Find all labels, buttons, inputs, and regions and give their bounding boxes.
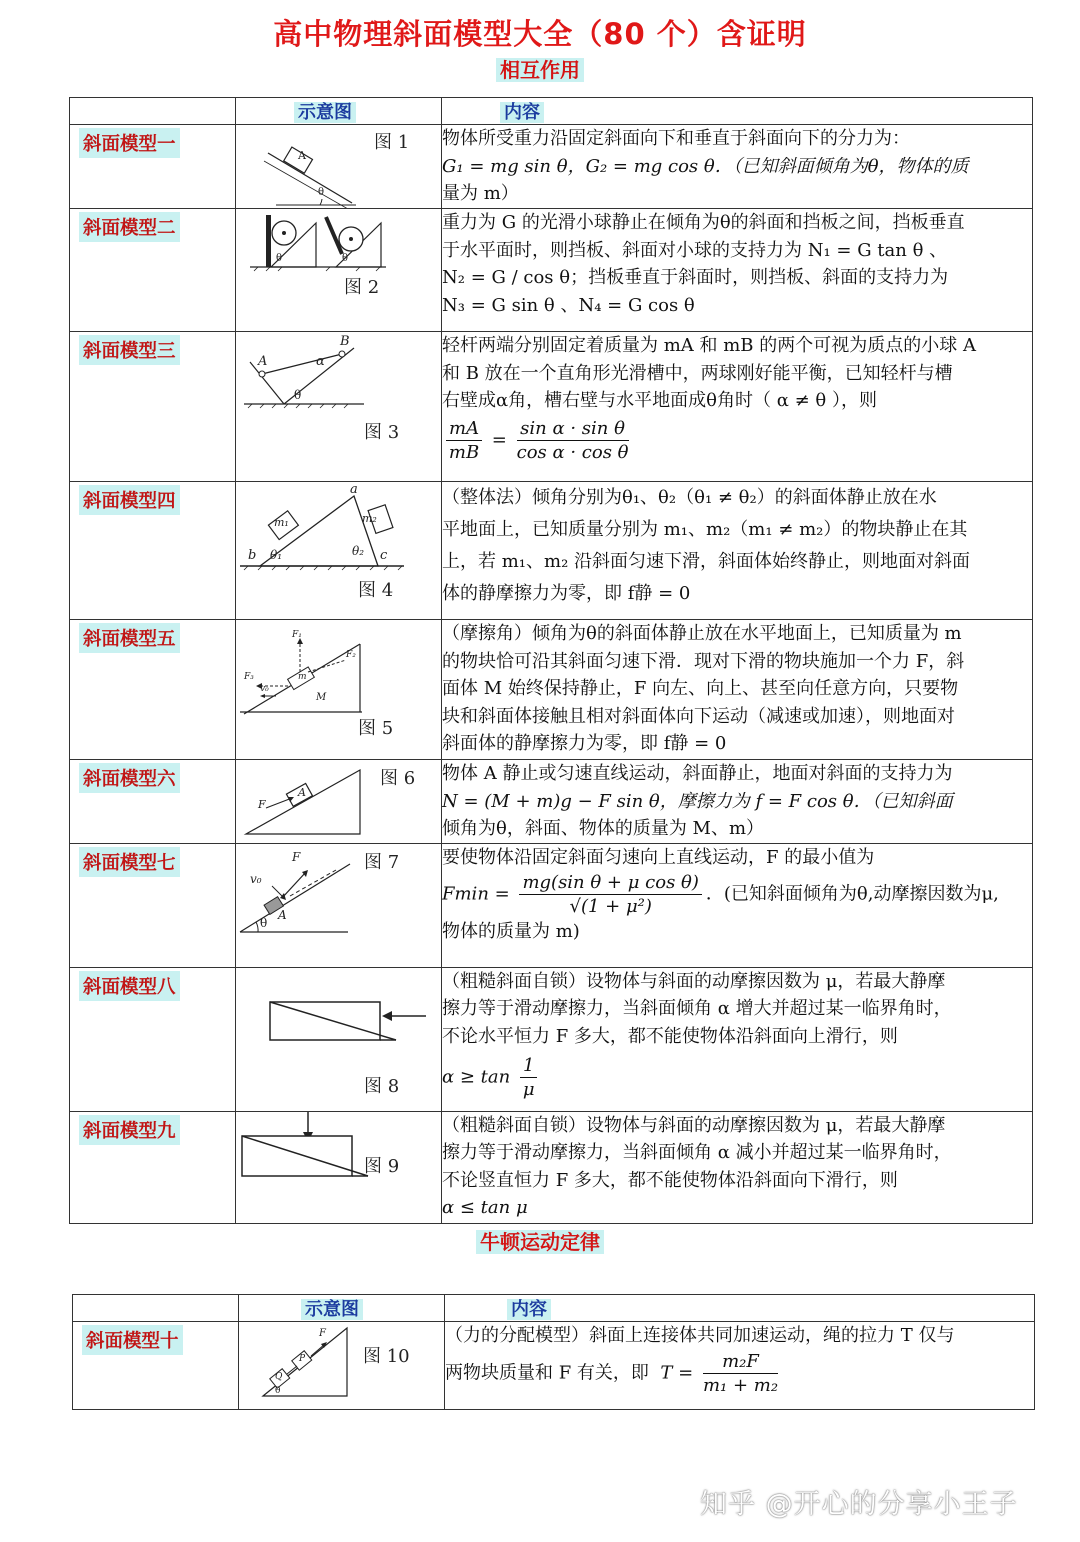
model-name: 斜面模型八 (79, 971, 180, 1001)
mass-ratio: $\frac{mA}{mB}$ (446, 417, 482, 464)
newton-table (72, 1294, 1035, 1410)
self-lock-formula: $\frac{1}{\mu}$ (520, 1054, 537, 1101)
model-name: 斜面模型五 (79, 623, 180, 653)
model-content: （整体法）倾角分别为θ₁、θ₂（θ₁ ≠ θ₂）的斜面体静止放在水 平地面上，已知质量分别为 m₁、m₂（m₁ ≠ m₂）的物块静止在其 上，若 m₁、m₂ 沿斜面匀速下滑，斜面体始终静止，则地面对斜面 体的静摩擦力为零，即 f静 = 0 (442, 482, 1033, 620)
header-content: 内容 (507, 1299, 551, 1320)
table-row: 斜面模型二 θ θ 图 2 重力为 G 的光滑小球静止在倾角为θ的斜面和挡板之间，挡板垂直 于水平面时，则挡板、斜面对小球的支持力为 N₁ = G tan θ 、 N₂ = G / cos θ；挡板垂直于斜面时，则挡板、斜面的支持力为 N₃ = G sin θ 、N₄ = G cos θ (70, 209, 1033, 332)
models-table (69, 97, 1033, 1224)
model-name: 斜面模型二 (79, 212, 180, 242)
figure-label: 图 1 (374, 132, 410, 153)
header-content: 内容 (500, 102, 544, 123)
figure-label: 图 5 (358, 718, 394, 739)
model-content: 要使物体沿固定斜面匀速向上直线运动，F 的最小值为 Fmin = $\frac{\text{mg(sin θ + μ cos θ)}}{\text{√(1 + μ²)}}$ ．(已知斜面倾角为θ,动摩擦因数为μ, 物体的质量为 m) (442, 843, 1033, 967)
section-heading-interaction: 相互作用 (0, 54, 1080, 83)
table-row: 斜面模型三 A B α θ 图 3 轻杆两端分别固定着质量为 mA 和 mB 的两个可视为质点的小球 A 和 B 放在一个直角形光滑槽中，两球刚好能平衡，已知轻杆与槽 右壁成α角，槽右壁与水平地面成θ角时（ α ≠ θ ），则 $\frac{mA}{mB}$ = $\frac{\text{sin α · sin θ}}{\text{cos α · cos θ}}$ (70, 332, 1033, 482)
watermark: 知乎 @开心的分享小王子 (700, 1489, 1018, 1520)
page-title: 高中物理斜面模型大全（80 个）含证明 (273, 17, 807, 51)
trig-ratio: $\frac{\text{sin α · sin θ}}{\text{cos α · cos θ}}$ (516, 417, 629, 463)
figure-label: 图 8 (364, 1075, 400, 1097)
header-diagram: 示意图 (301, 1299, 363, 1320)
model-name: 斜面模型七 (79, 847, 180, 877)
figure-label: 图 10 (363, 1346, 410, 1367)
table-row: 斜面模型六 A F 图 6 物体 A 静止或匀速直线运动，斜面静止，地面对斜面的支持力为 N = (M + m)g − F sin θ，摩擦力为 f = F cos θ．（已知斜面 倾角为θ，斜面、物体的质量为 M、m） (70, 760, 1033, 844)
figure-label: 图 2 (344, 277, 380, 298)
figure-label: 图 7 (364, 851, 400, 873)
table-row: 斜面模型四 m₁ m₂ a b c θ₁ θ₂ 图 4 （整体法）倾角分别为θ₁、θ₂（θ₁ ≠ θ₂）的斜面体静止放在水 平地面上，已知质量分别为 m₁、m₂（m₁ ≠ m₂）的物块静止在其 上，若 m₁、m₂ 沿斜面匀速下滑，斜面体始终静止，则地面对斜面 体的静摩擦力为零，即 f静 = 0 (70, 482, 1033, 620)
section-heading-newton: 牛顿运动定律 (0, 1226, 1080, 1255)
figure-label: 图 4 (358, 580, 394, 601)
model-name: 斜面模型九 (79, 1115, 180, 1145)
table-row: 斜面模型一 A θ 图 1 物体所受重力沿固定斜面向下和垂直于斜面向下的分力为： G₁ = mg sin θ，G₂ = mg cos θ．（已知斜面倾角为θ，物体的质 量为 m） (70, 125, 1033, 209)
model-name: 斜面模型一 (79, 128, 180, 158)
model-content: （力的分配模型）斜面上连接体共同加速运动，绳的拉力 T 仅与 两物块质量和 F 有关，即 T = $\frac{\text{m₂F}}{\text{m₁ + m₂}}$ (445, 1322, 1035, 1410)
tension-formula: $\frac{\text{m₂F}}{\text{m₁ + m₂}}$ (702, 1350, 779, 1396)
model-content: 重力为 G 的光滑小球静止在倾角为θ的斜面和挡板之间，挡板垂直 于水平面时，则挡板、斜面对小球的支持力为 N₁ = G tan θ 、 N₂ = G / cos θ；挡板垂直于斜面时，则挡板、斜面的支持力为 N₃ = G sin θ 、N₄ = G cos θ (442, 209, 1033, 332)
model-name: 斜面模型三 (79, 335, 180, 365)
figure-label: 图 9 (364, 1155, 400, 1177)
model-name: 斜面模型六 (79, 763, 180, 793)
figure-label: 图 6 (380, 768, 416, 789)
model-name: 斜面模型十 (82, 1325, 183, 1355)
model-name: 斜面模型四 (79, 485, 180, 515)
table-row: 斜面模型十 Q P F θ 图 10 （力的分配模型）斜面上连接体共同加速运动，绳的拉力 T 仅与 两物块质量和 F 有关，即 T = $\frac{\text{m₂F}}{\text{m₁ + m₂}}$ (73, 1322, 1035, 1410)
table-row: 斜面模型七 F v₀ A θ 图 7 要使物体沿固定斜面匀速向上直线运动，F 的最小值为 Fmin = $\frac{\text{mg(sin θ + μ cos θ)}}{\text{√(1 + μ²)}}$ ．(已知斜面倾角为θ,动摩擦因数为μ, 物体的质量为 m) (70, 843, 1033, 967)
model-content: （粗糙斜面自锁）设物体与斜面的动摩擦因数为 μ，若最大静摩 擦力等于滑动摩擦力，当斜面倾角 α 增大并超过某一临界角时， 不论水平恒力 F 多大，都不能使物体沿斜面向上滑行，则 α ≥ tan $\frac{1}{\mu}$ (442, 967, 1033, 1111)
min-force-formula: $\frac{\text{mg(sin θ + μ cos θ)}}{\text{√(1 + μ²)}}$ (519, 871, 701, 918)
model-content: （粗糙斜面自锁）设物体与斜面的动摩擦因数为 μ，若最大静摩 擦力等于滑动摩擦力，当斜面倾角 α 减小并超过某一临界角时， 不论竖直恒力 F 多大，都不能使物体沿斜面向下滑行，则 α ≤ tan μ (442, 1111, 1033, 1223)
table-row: 斜面模型五 F₁ F₂ F₃ v₀ m M 图 5 （摩擦角）倾角为θ的斜面体静止放在水平地面上，已知质量为 m 的物块恰可沿其斜面匀速下滑．现对下滑的物块施加一个力 F，斜 面体 M 始终保持静止，F 向左、向上、甚至向任意方向，只要物 块和斜面体接触且相对斜面体向下运动（减速或加速），则地面对 斜面体的静摩擦力为零，即 f静 = 0 (70, 620, 1033, 760)
table-row (70, 1111, 1033, 1223)
model-content: （摩擦角）倾角为θ的斜面体静止放在水平地面上，已知质量为 m 的物块恰可沿其斜面匀速下滑．现对下滑的物块施加一个力 F，斜 面体 M 始终保持静止，F 向左、向上、甚至向任意方向，只要物 块和斜面体接触且相对斜面体向下运动（减速或加速），则地面对 斜面体的静摩擦力为零，即 f静 = 0 (442, 620, 1033, 760)
model-content: 物体 A 静止或匀速直线运动，斜面静止，地面对斜面的支持力为 N = (M + m)g − F sin θ，摩擦力为 f = F cos θ．（已知斜面 倾角为θ，斜面、物体的质量为 M、m） (442, 760, 1033, 844)
model-content: 物体所受重力沿固定斜面向下和垂直于斜面向下的分力为： G₁ = mg sin θ，G₂ = mg cos θ．（已知斜面倾角为θ，物体的质 量为 m） (442, 125, 1033, 209)
model-content: 轻杆两端分别固定着质量为 mA 和 mB 的两个可视为质点的小球 A 和 B 放在一个直角形光滑槽中，两球刚好能平衡，已知轻杆与槽 右壁成α角，槽右壁与水平地面成θ角时（ α ≠ θ ），则 $\frac{mA}{mB}$ = $\frac{\text{sin α · sin θ}}{\text{cos α · cos θ}}$ (442, 332, 1033, 482)
header-diagram: 示意图 (294, 102, 356, 123)
figure-label: 图 3 (364, 422, 400, 443)
table-row (70, 967, 1033, 1111)
